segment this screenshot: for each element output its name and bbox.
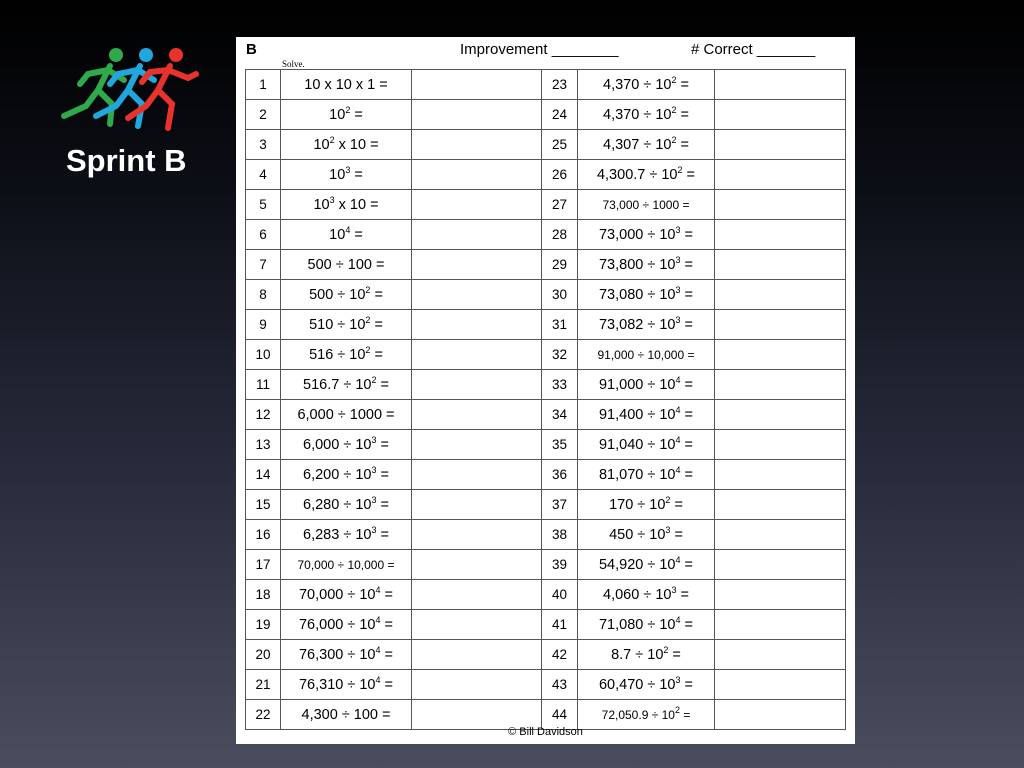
exponent: 4 bbox=[675, 464, 681, 475]
table-row bbox=[246, 100, 846, 130]
problem-expression-base: 10 x 10 x 1 = bbox=[304, 76, 388, 93]
problem-expression-tail: = bbox=[350, 166, 363, 183]
problem-expression bbox=[281, 610, 412, 640]
problem-expression bbox=[578, 430, 715, 460]
problem-expression-base: 60,470 ÷ 10 bbox=[598, 676, 676, 693]
exponent: 3 bbox=[371, 434, 377, 445]
answer-cell[interactable] bbox=[715, 460, 846, 490]
problem-expression bbox=[281, 190, 412, 220]
exponent: 2 bbox=[345, 104, 351, 115]
problem-expression-tail: = bbox=[680, 286, 693, 303]
problem-number: 4 bbox=[246, 160, 281, 190]
table-row bbox=[246, 370, 846, 400]
problem-expression bbox=[578, 370, 715, 400]
problem-expression-tail: = bbox=[680, 676, 693, 693]
problem-expression-base: 10 bbox=[329, 166, 346, 183]
exponent: 3 bbox=[675, 254, 681, 265]
problem-expression-base: 91,000 ÷ 10 bbox=[598, 376, 676, 393]
problem-expression-tail: = bbox=[670, 496, 683, 513]
exponent: 4 bbox=[375, 644, 381, 655]
answer-cell[interactable] bbox=[715, 70, 846, 100]
problem-expression-tail: = bbox=[676, 106, 689, 123]
problem-expression bbox=[578, 160, 715, 190]
problem-expression-tail: = bbox=[376, 466, 389, 483]
answer-cell[interactable] bbox=[715, 190, 846, 220]
problem-expression bbox=[281, 430, 412, 460]
problem-number: 19 bbox=[246, 610, 281, 640]
problem-number: 25 bbox=[542, 130, 578, 160]
exponent: 3 bbox=[371, 524, 377, 535]
problem-expression bbox=[578, 310, 715, 340]
slide-title: Sprint B bbox=[66, 143, 187, 178]
exponent: 2 bbox=[665, 494, 671, 505]
answer-cell[interactable] bbox=[715, 340, 846, 370]
exponent: 4 bbox=[675, 404, 681, 415]
problem-expression bbox=[281, 580, 412, 610]
exponent: 4 bbox=[375, 584, 381, 595]
answer-cell[interactable] bbox=[412, 340, 542, 370]
problem-number: 30 bbox=[542, 280, 578, 310]
exponent: 3 bbox=[675, 314, 681, 325]
answer-cell[interactable] bbox=[412, 100, 542, 130]
problem-number: 26 bbox=[542, 160, 578, 190]
exponent: 2 bbox=[365, 284, 371, 295]
answer-cell[interactable] bbox=[412, 190, 542, 220]
table-row bbox=[246, 70, 846, 100]
problem-number: 37 bbox=[542, 490, 578, 520]
problem-number: 17 bbox=[246, 550, 281, 580]
problem-number: 39 bbox=[542, 550, 578, 580]
table-row bbox=[246, 580, 846, 610]
answer-cell[interactable] bbox=[715, 280, 846, 310]
exponent: 2 bbox=[663, 644, 669, 655]
problem-number: 44 bbox=[542, 700, 578, 730]
problem-number: 18 bbox=[246, 580, 281, 610]
problem-expression-tail: = bbox=[676, 586, 689, 603]
problem-expression bbox=[578, 670, 715, 700]
table-row bbox=[246, 310, 846, 340]
problem-expression bbox=[281, 640, 412, 670]
table-row bbox=[246, 130, 846, 160]
exponent: 4 bbox=[675, 434, 681, 445]
problem-number: 43 bbox=[542, 670, 578, 700]
problem-expression-tail: = bbox=[350, 226, 363, 243]
problem-number: 7 bbox=[246, 250, 281, 280]
running-figures-logo bbox=[58, 44, 200, 144]
table-row bbox=[246, 220, 846, 250]
problem-expression bbox=[578, 400, 715, 430]
table-row bbox=[246, 160, 846, 190]
answer-cell[interactable] bbox=[715, 400, 846, 430]
answer-cell[interactable] bbox=[412, 640, 542, 670]
sheet-letter: B bbox=[246, 41, 257, 58]
answer-cell[interactable] bbox=[412, 460, 542, 490]
answer-cell[interactable] bbox=[412, 430, 542, 460]
exponent: 2 bbox=[365, 314, 371, 325]
problem-expression-base: 10 bbox=[313, 136, 330, 153]
table-row bbox=[246, 610, 846, 640]
problem-expression bbox=[281, 670, 412, 700]
answer-cell[interactable] bbox=[715, 250, 846, 280]
problem-expression bbox=[578, 340, 715, 370]
exponent: 4 bbox=[375, 674, 381, 685]
problem-expression-tail: = bbox=[350, 106, 363, 123]
problem-number: 21 bbox=[246, 670, 281, 700]
problem-expression-tail: = bbox=[380, 616, 393, 633]
problem-number: 20 bbox=[246, 640, 281, 670]
problem-expression-base: 6,283 ÷ 10 bbox=[303, 526, 372, 543]
exponent: 3 bbox=[671, 584, 677, 595]
table-row bbox=[246, 520, 846, 550]
problem-expression-base: 4,307 ÷ 10 bbox=[603, 136, 672, 153]
exponent: 4 bbox=[375, 614, 381, 625]
problem-expression-base: 8.7 ÷ 10 bbox=[611, 646, 664, 663]
table-row bbox=[246, 700, 846, 730]
problem-expression bbox=[578, 70, 715, 100]
problem-expression-tail: = bbox=[680, 466, 693, 483]
table-row bbox=[246, 250, 846, 280]
problem-expression-tail: = bbox=[680, 436, 693, 453]
problem-number: 11 bbox=[246, 370, 281, 400]
problem-number: 12 bbox=[246, 400, 281, 430]
answer-cell[interactable] bbox=[715, 520, 846, 550]
problem-expression-base: 500 ÷ 100 = bbox=[307, 256, 385, 273]
problem-expression bbox=[281, 220, 412, 250]
problem-expression bbox=[281, 490, 412, 520]
problem-expression-tail: = bbox=[680, 406, 693, 423]
problem-expression-tail: = bbox=[680, 256, 693, 273]
answer-cell[interactable] bbox=[412, 580, 542, 610]
problem-number: 34 bbox=[542, 400, 578, 430]
problem-number: 29 bbox=[542, 250, 578, 280]
answer-cell[interactable] bbox=[412, 280, 542, 310]
blue-runner-icon bbox=[96, 48, 154, 126]
table-row bbox=[246, 550, 846, 580]
problem-number: 13 bbox=[246, 430, 281, 460]
problem-expression bbox=[578, 640, 715, 670]
problem-expression-tail: = bbox=[680, 376, 693, 393]
problem-number: 16 bbox=[246, 520, 281, 550]
answer-cell[interactable] bbox=[412, 310, 542, 340]
answer-cell[interactable] bbox=[715, 550, 846, 580]
table-row bbox=[246, 430, 846, 460]
exponent: 4 bbox=[675, 614, 681, 625]
answer-cell[interactable] bbox=[715, 610, 846, 640]
problem-expression-base: 4,370 ÷ 10 bbox=[603, 76, 672, 93]
problem-number: 35 bbox=[542, 430, 578, 460]
problem-expression bbox=[578, 610, 715, 640]
problem-expression bbox=[281, 520, 412, 550]
problem-expression-tail: = bbox=[370, 346, 383, 363]
problem-expression-base: 73,082 ÷ 10 bbox=[598, 316, 676, 333]
problem-number: 6 bbox=[246, 220, 281, 250]
problem-expression-base: 76,000 ÷ 10 bbox=[298, 616, 376, 633]
problem-number: 5 bbox=[246, 190, 281, 220]
exponent: 2 bbox=[671, 74, 677, 85]
problem-expression bbox=[281, 130, 412, 160]
answer-cell[interactable] bbox=[715, 160, 846, 190]
problem-number: 9 bbox=[246, 310, 281, 340]
problem-expression bbox=[281, 700, 412, 730]
answer-cell[interactable] bbox=[715, 100, 846, 130]
table-row bbox=[246, 640, 846, 670]
problem-expression-tail: = bbox=[376, 436, 389, 453]
problem-expression-tail: = bbox=[370, 316, 383, 333]
problem-expression-base: 54,920 ÷ 10 bbox=[598, 556, 676, 573]
answer-cell[interactable] bbox=[715, 310, 846, 340]
problem-number: 22 bbox=[246, 700, 281, 730]
problem-expression-tail: = bbox=[380, 646, 393, 663]
exponent: 3 bbox=[665, 524, 671, 535]
problem-expression-base: 73,080 ÷ 10 bbox=[598, 286, 676, 303]
problem-expression-base: 70,000 ÷ 10 bbox=[298, 586, 376, 603]
problem-expression-tail: = bbox=[679, 707, 691, 722]
problem-expression-base: 4,300.7 ÷ 10 bbox=[596, 166, 678, 183]
answer-cell[interactable] bbox=[412, 370, 542, 400]
worksheet bbox=[236, 37, 855, 744]
answer-cell[interactable] bbox=[412, 520, 542, 550]
exponent: 2 bbox=[329, 134, 335, 145]
exponent: 3 bbox=[329, 194, 335, 205]
improvement-label: Improvement ________ bbox=[460, 41, 619, 58]
problem-expression-tail: = bbox=[380, 586, 393, 603]
problem-number: 10 bbox=[246, 340, 281, 370]
copyright-text: © Bill Davidson bbox=[508, 726, 583, 738]
answer-cell[interactable] bbox=[715, 640, 846, 670]
problem-number: 38 bbox=[542, 520, 578, 550]
answer-cell[interactable] bbox=[715, 370, 846, 400]
answer-cell[interactable] bbox=[412, 220, 542, 250]
problem-expression-base: 76,300 ÷ 10 bbox=[298, 646, 376, 663]
exponent: 3 bbox=[675, 284, 681, 295]
problem-number: 33 bbox=[542, 370, 578, 400]
exponent: 3 bbox=[345, 164, 351, 175]
problem-expression-tail: = bbox=[676, 76, 689, 93]
problem-expression bbox=[281, 160, 412, 190]
table-row bbox=[246, 280, 846, 310]
problem-number: 41 bbox=[542, 610, 578, 640]
worksheet-header bbox=[236, 37, 855, 69]
problem-number: 40 bbox=[542, 580, 578, 610]
problem-expression bbox=[281, 400, 412, 430]
exponent: 4 bbox=[345, 224, 351, 235]
problem-expression bbox=[578, 700, 715, 730]
answer-cell[interactable] bbox=[715, 490, 846, 520]
problem-number: 14 bbox=[246, 460, 281, 490]
problem-expression-tail: = bbox=[376, 376, 389, 393]
problem-expression bbox=[281, 550, 412, 580]
problem-expression-base: 4,370 ÷ 10 bbox=[603, 106, 672, 123]
problem-expression-base: 73,000 ÷ 10 bbox=[598, 226, 676, 243]
problem-expression-base: 500 ÷ 10 bbox=[309, 286, 366, 303]
problem-expression-tail: = bbox=[676, 136, 689, 153]
answer-cell[interactable] bbox=[412, 700, 542, 730]
problem-expression bbox=[578, 190, 715, 220]
problem-expression bbox=[578, 220, 715, 250]
problem-number: 23 bbox=[542, 70, 578, 100]
problem-expression-tail: = bbox=[680, 226, 693, 243]
problem-expression-base: 170 ÷ 10 bbox=[609, 496, 666, 513]
problem-expression bbox=[281, 460, 412, 490]
table-row bbox=[246, 460, 846, 490]
exponent: 3 bbox=[675, 674, 681, 685]
problem-number: 32 bbox=[542, 340, 578, 370]
answer-cell[interactable] bbox=[715, 220, 846, 250]
problem-expression-base: 4,060 ÷ 10 bbox=[603, 586, 672, 603]
problem-expression-tail: = bbox=[376, 496, 389, 513]
problem-expression-tail: = bbox=[380, 676, 393, 693]
answer-cell[interactable] bbox=[412, 70, 542, 100]
problem-expression-base: 510 ÷ 10 bbox=[309, 316, 366, 333]
problem-expression-base: 516 ÷ 10 bbox=[309, 346, 366, 363]
problem-expression-tail: x 10 = bbox=[334, 136, 379, 153]
problem-number: 42 bbox=[542, 640, 578, 670]
instruction-text: Solve. bbox=[282, 59, 305, 69]
problem-expression bbox=[281, 310, 412, 340]
problem-expression-tail: = bbox=[668, 646, 681, 663]
problem-number: 15 bbox=[246, 490, 281, 520]
problem-number: 28 bbox=[542, 220, 578, 250]
problem-number: 3 bbox=[246, 130, 281, 160]
answer-cell[interactable] bbox=[715, 430, 846, 460]
problem-expression bbox=[578, 520, 715, 550]
answer-cell[interactable] bbox=[412, 400, 542, 430]
problem-expression-base: 72,050.9 ÷ 10 bbox=[601, 707, 675, 722]
problem-expression bbox=[578, 130, 715, 160]
problem-table bbox=[245, 69, 846, 730]
exponent: 3 bbox=[675, 224, 681, 235]
problem-expression bbox=[281, 100, 412, 130]
answer-cell[interactable] bbox=[715, 580, 846, 610]
problem-expression bbox=[281, 280, 412, 310]
problem-expression-base: 4,300 ÷ 100 = bbox=[301, 706, 391, 723]
problem-expression-base: 6,000 ÷ 1000 = bbox=[297, 406, 395, 423]
problem-expression-base: 71,080 ÷ 10 bbox=[598, 616, 676, 633]
exponent: 2 bbox=[365, 344, 371, 355]
problem-expression bbox=[578, 100, 715, 130]
answer-cell[interactable] bbox=[412, 670, 542, 700]
problem-expression bbox=[281, 70, 412, 100]
exponent: 4 bbox=[675, 374, 681, 385]
problem-expression-base: 73,800 ÷ 10 bbox=[598, 256, 676, 273]
answer-cell[interactable] bbox=[412, 490, 542, 520]
problem-expression-base: 73,000 ÷ 1000 = bbox=[602, 197, 690, 212]
problem-expression-base: 91,000 ÷ 10,000 = bbox=[597, 347, 695, 362]
problem-expression-tail: = bbox=[680, 616, 693, 633]
exponent: 2 bbox=[671, 104, 677, 115]
problem-expression bbox=[578, 550, 715, 580]
exponent: 2 bbox=[371, 374, 377, 385]
answer-cell[interactable] bbox=[412, 610, 542, 640]
exponent: 3 bbox=[371, 494, 377, 505]
table-row bbox=[246, 490, 846, 520]
problem-expression-tail: x 10 = bbox=[334, 196, 379, 213]
correct-label: # Correct _______ bbox=[691, 41, 816, 58]
problem-number: 31 bbox=[542, 310, 578, 340]
answer-cell[interactable] bbox=[715, 700, 846, 730]
exponent: 4 bbox=[675, 554, 681, 565]
problem-expression-base: 76,310 ÷ 10 bbox=[298, 676, 376, 693]
problem-expression bbox=[578, 250, 715, 280]
problem-expression bbox=[281, 250, 412, 280]
problem-expression-base: 91,400 ÷ 10 bbox=[598, 406, 676, 423]
answer-cell[interactable] bbox=[412, 130, 542, 160]
problem-expression bbox=[281, 370, 412, 400]
exponent: 2 bbox=[674, 704, 680, 715]
table-row bbox=[246, 340, 846, 370]
exponent: 2 bbox=[677, 164, 683, 175]
problem-expression-base: 450 ÷ 10 bbox=[609, 526, 666, 543]
answer-cell[interactable] bbox=[715, 670, 846, 700]
table-row bbox=[246, 190, 846, 220]
table-row bbox=[246, 670, 846, 700]
exponent: 3 bbox=[371, 464, 377, 475]
problem-expression-base: 6,000 ÷ 10 bbox=[303, 436, 372, 453]
problem-expression-base: 10 bbox=[313, 196, 330, 213]
problem-number: 36 bbox=[542, 460, 578, 490]
problem-expression-base: 6,200 ÷ 10 bbox=[303, 466, 372, 483]
problem-expression-tail: = bbox=[682, 166, 696, 183]
problem-number: 2 bbox=[246, 100, 281, 130]
table-row bbox=[246, 400, 846, 430]
exponent: 2 bbox=[671, 134, 677, 145]
problem-expression-base: 516.7 ÷ 10 bbox=[303, 376, 372, 393]
problem-expression-base: 6,280 ÷ 10 bbox=[303, 496, 372, 513]
problem-number: 24 bbox=[542, 100, 578, 130]
answer-cell[interactable] bbox=[412, 160, 542, 190]
problem-expression-base: 10 bbox=[329, 106, 346, 123]
answer-cell[interactable] bbox=[412, 550, 542, 580]
problem-expression-tail: = bbox=[680, 556, 693, 573]
problem-expression bbox=[281, 340, 412, 370]
problem-expression bbox=[578, 490, 715, 520]
problem-expression bbox=[578, 580, 715, 610]
problem-expression-base: 10 bbox=[329, 226, 346, 243]
problem-number: 8 bbox=[246, 280, 281, 310]
problem-number: 1 bbox=[246, 70, 281, 100]
problem-expression-base: 70,000 ÷ 10,000 = bbox=[297, 557, 395, 572]
problem-expression-tail: = bbox=[670, 526, 683, 543]
problem-expression bbox=[578, 280, 715, 310]
problem-expression-tail: = bbox=[376, 526, 389, 543]
problem-number: 27 bbox=[542, 190, 578, 220]
problem-expression bbox=[578, 460, 715, 490]
problem-expression-tail: = bbox=[370, 286, 383, 303]
answer-cell[interactable] bbox=[715, 130, 846, 160]
problem-expression-base: 91,040 ÷ 10 bbox=[598, 436, 676, 453]
problem-expression-base: 81,070 ÷ 10 bbox=[598, 466, 676, 483]
problem-expression-tail: = bbox=[680, 316, 693, 333]
green-runner-icon bbox=[64, 48, 124, 124]
answer-cell[interactable] bbox=[412, 250, 542, 280]
